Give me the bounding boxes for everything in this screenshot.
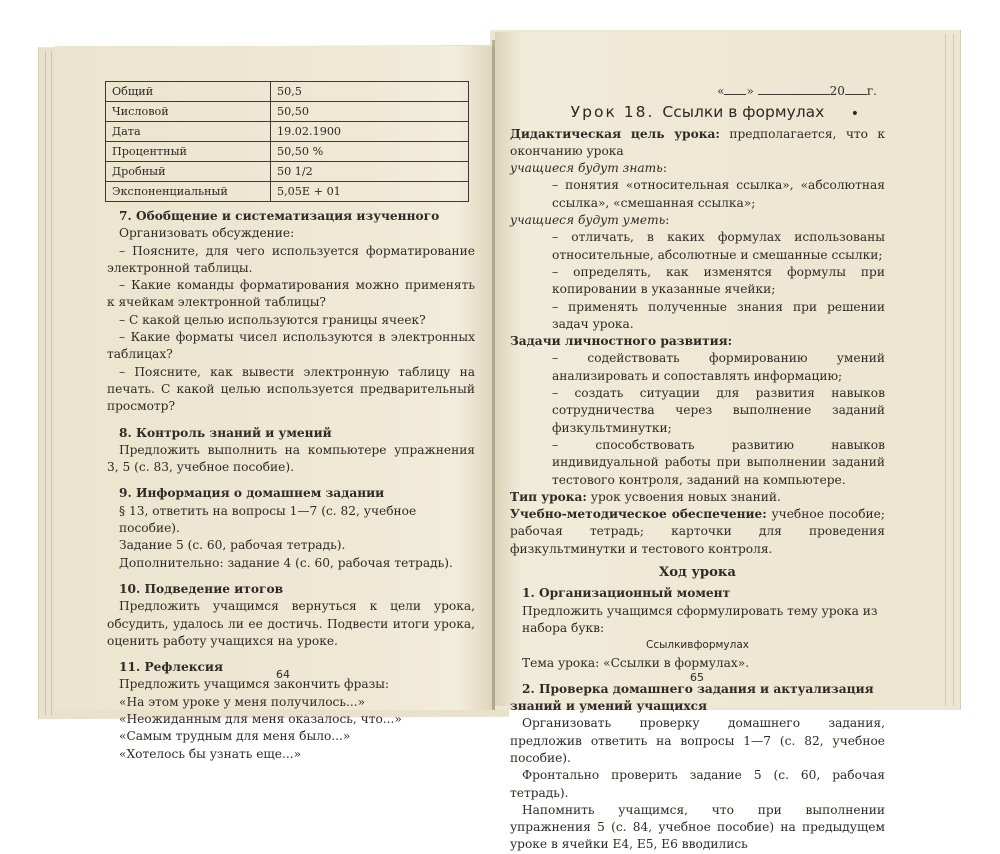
question-item: – Поясните, как вывести электронную таблицу на печать. С какой целью используется предварительный просмотр? [107, 364, 475, 414]
reflection-phrase: «Неожиданным для меня оказалось, что...» [119, 712, 402, 727]
format-value: 19.02.1900 [271, 122, 469, 142]
can-item: – применять полученные знания при решении задач урока. [552, 299, 885, 331]
day-blank [724, 84, 746, 95]
step-heading: 2. Проверка домашнего задания и актуализация знаний и умений учащихся [510, 681, 874, 714]
reflection-phrase: «Самым трудным для меня было...» [119, 729, 351, 744]
bullet-dot-icon: • [850, 106, 859, 123]
date-close-quote: » [746, 84, 754, 98]
step-paragraph: Фронтально проверить задание 5 (с. 60, рабочая тетрадь). [510, 768, 885, 800]
homework-line: Дополнительно: задание 4 (с. 60, рабочая тетрадь). [119, 555, 453, 570]
table-row [106, 102, 469, 122]
format-name: Общий [106, 82, 271, 102]
step-text: Предложить учащимся сформулировать тему урока из набора букв: [522, 603, 878, 635]
can-label: учащиеся будут уметь [510, 213, 666, 228]
section-heading: 8. Контроль знаний и умений [119, 425, 332, 440]
page-number-left: 64 [276, 668, 290, 681]
reflection-phrase: «Хотелось бы узнать еще...» [119, 746, 302, 761]
know-label: учащиеся будут знать [510, 161, 663, 176]
can-item: – отличать, в каких формулах использованы относительные, абсолютные и смешанные ссылки; [552, 230, 885, 262]
right-page-content [510, 83, 885, 854]
number-format-table [105, 81, 469, 202]
book-spine [492, 40, 495, 710]
section-text: Предложить учащимся вернуться к цели урока, обсудить, удалось ли ее достичь. Подвести итоги урока, оценить работу учащихся на уроке. [107, 599, 475, 648]
format-value: 50,50 % [271, 142, 469, 162]
lesson-type-label: Тип урока: [510, 489, 587, 504]
letter-set: Ссылкивформулах [645, 639, 750, 652]
step-heading: 1. Организационный момент [522, 586, 731, 601]
section-heading: 10. Подведение итогов [119, 581, 284, 596]
year-prefix: 20 [829, 84, 845, 98]
question-item: – Поясните, для чего используется форматирование электронной таблицы. [107, 243, 475, 275]
personal-dev-item: – способствовать развитию навыков индивидуальной работы при выполнении заданий тестового контроля, заданий на компьютере. [552, 437, 885, 487]
lesson-title [510, 104, 885, 121]
format-value: 5,05E + 01 [271, 182, 469, 202]
table-row [106, 142, 469, 162]
know-item: – понятия «относительная ссылка», «абсолютная ссылка», «смешанная ссылка»; [552, 178, 885, 210]
section-heading: 7. Обобщение и систематизация изученного [119, 209, 440, 223]
topic-line: Тема урока: «Ссылки в формулах». [522, 655, 750, 670]
materials [510, 506, 885, 558]
section-heading: 11. Рефлексия [119, 660, 223, 675]
question-item: – Какие форматы чисел используются в электронных таблицах? [107, 330, 475, 362]
format-value: 50,50 [271, 102, 469, 122]
format-name: Дробный [106, 162, 271, 182]
format-name: Процентный [106, 142, 271, 162]
can-label-line: учащиеся будут уметь: [510, 213, 670, 228]
table-row [106, 82, 469, 102]
page-number-right: 65 [690, 671, 704, 684]
month-blank [758, 84, 830, 95]
section-text: Организовать обсуждение: [119, 226, 295, 241]
format-value: 50 1/2 [271, 162, 469, 182]
year-suffix: г. [866, 84, 877, 98]
didactic-goal-label: Дидактическая цель урока: [510, 126, 720, 141]
know-label-line: учащиеся будут знать: [510, 161, 667, 176]
didactic-goal-text: предполагается, что к окончанию урока [510, 126, 885, 158]
personal-dev-item: – содействовать формированию умений анализировать и сопоставлять информацию; [552, 351, 885, 383]
section-text: Предложить учащимся закончить фразы: [119, 677, 390, 692]
materials-label: Учебно-методическое обеспечение: [510, 507, 767, 522]
personal-dev-label: Задачи личностного развития: [510, 334, 733, 349]
lesson-topic: Ссылки в формулах [662, 103, 825, 122]
homework-line: Задание 5 (с. 60, рабочая тетрадь). [119, 538, 346, 553]
section-text: Предложить выполнить на компьютере упражнения 3, 5 (с. 83, учебное пособие). [107, 442, 475, 475]
question-item: – Какие команды форматирования можно применять к ячейкам электронной таблицы? [107, 278, 475, 310]
format-name: Дата [106, 122, 271, 142]
homework-line: § 13, ответить на вопросы 1—7 (с. 82, учебное пособие). [119, 503, 417, 536]
lesson-type-text: урок усвоения новых знаний. [590, 489, 781, 504]
table-row [106, 162, 469, 182]
step-paragraph: Напомнить учащимся, что при выполнении упражнения 5 (с. 84, учебное пособие) на предыдущем уроке в ячейки E4, E5, E6 вводились [510, 802, 885, 852]
section-heading: 9. Информация о домашнем задании [119, 486, 385, 501]
reflection-phrase: «На этом уроке у меня получилось...» [119, 694, 366, 709]
date-open-quote: « [717, 84, 725, 98]
step-paragraph: Организовать проверку домашнего задания, предложив ответить на вопросы 1—7 (с. 82, учебное пособие). [510, 716, 885, 765]
lesson-type [510, 489, 885, 506]
lesson-number: Урок 18. [570, 103, 655, 122]
format-value: 50,5 [271, 82, 469, 102]
materials-text: учебное пособие; рабочая тетрадь; карточки для проведения физкультминутки и тестового контроля. [510, 507, 885, 556]
table-row [106, 122, 469, 142]
didactic-goal [510, 126, 885, 161]
can-item: – определять, как изменятся формулы при копировании в указанные ячейки; [552, 264, 885, 297]
question-item: – С какой целью используются границы ячеек? [119, 312, 426, 327]
table-row [106, 182, 469, 202]
format-name: Экспоненциальный [106, 182, 271, 202]
format-name: Числовой [106, 102, 271, 122]
lesson-flow-heading: Ход урока [659, 565, 736, 581]
left-page-content [107, 81, 475, 763]
year-blank [845, 84, 867, 95]
date-line [510, 83, 885, 100]
personal-dev-item: – создать ситуации для развития навыков сотрудничества через выполнение заданий физкультминутки; [552, 386, 885, 435]
